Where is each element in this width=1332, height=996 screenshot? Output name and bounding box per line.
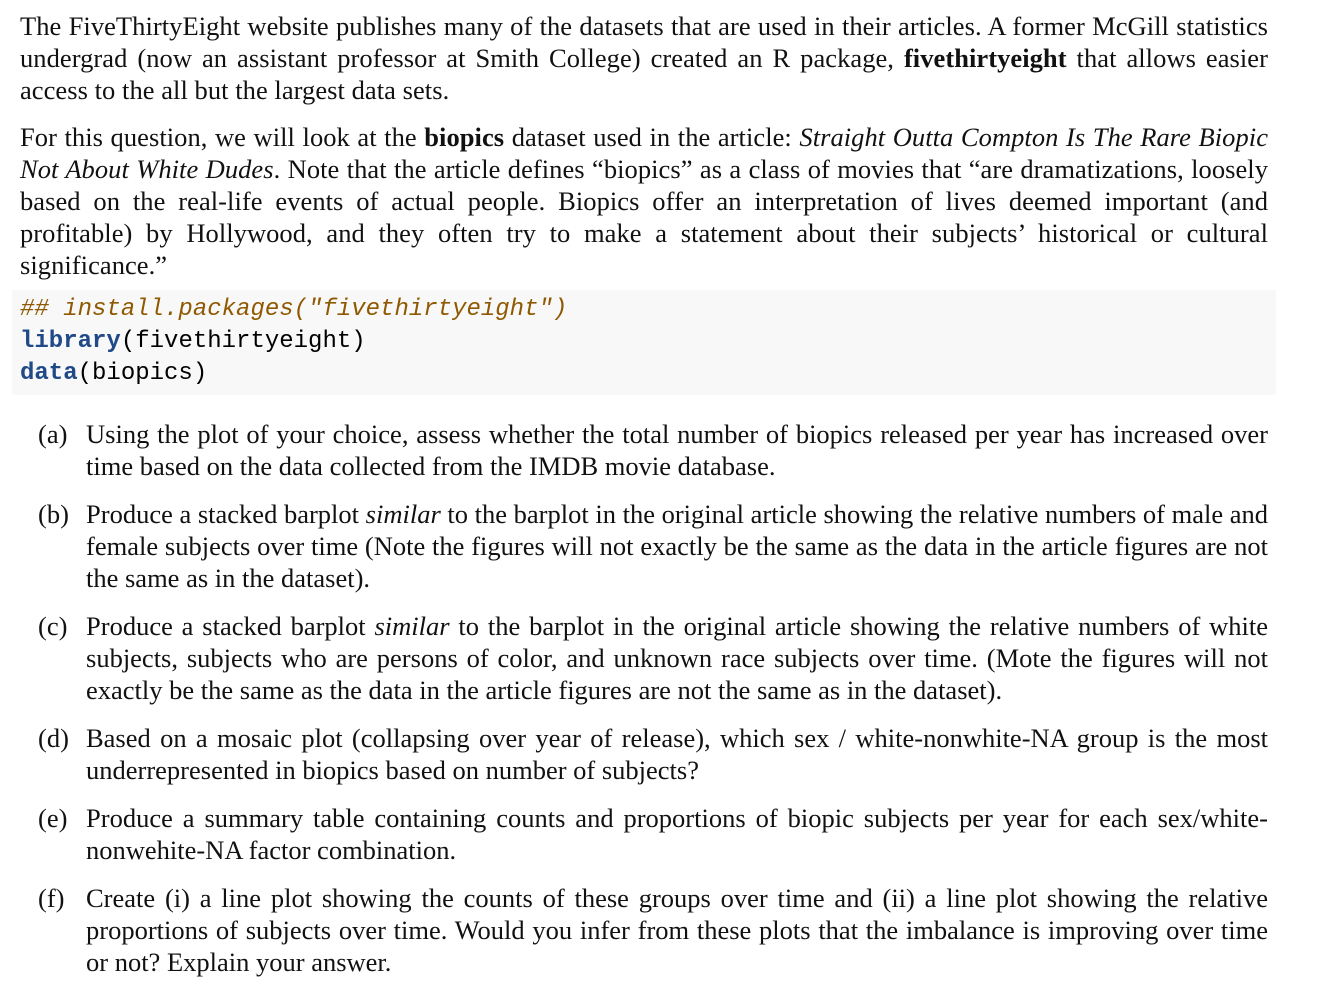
code-line-data <box>20 358 1276 390</box>
r-code-block <box>12 290 1276 395</box>
question-text-c-end: to the barplot in the original article showing the relative numbers of white subjects, subjects who are persons of color, and unknown race subjects over time. (Mote the figures will not exactly be the same as the data in the article figures are not the same as in the dataset). <box>86 611 1268 705</box>
question-marker-a: (a) <box>38 419 68 449</box>
code-comment: ## install.packages("fivethirtyeight") <box>20 296 568 323</box>
question-item-f <box>20 882 1268 978</box>
question-text-b-end: to the barplot in the original article showing the relative numbers of male and female subjects over time (Note the figures will not exactly be the same as the data in the article figures are not the same as in the dataset). <box>86 499 1268 593</box>
question-item-e <box>20 802 1268 866</box>
question-text-e: Produce a summary table containing counts and proportions of biopic subjects per year for each sex/white-nonwehite-NA factor combination. <box>86 803 1268 865</box>
code-function-library: library <box>20 328 121 355</box>
dataset-name-biopics: biopics <box>424 122 505 152</box>
question-marker-b: (b) <box>38 499 69 529</box>
question-marker-f: (f) <box>38 883 65 913</box>
code-line-library <box>20 326 1276 358</box>
intro-p2-text-start: For this question, we will look at the <box>20 122 425 152</box>
question-text-c-start: Produce a stacked barplot <box>86 611 375 641</box>
intro-p2-text-end: . Note that the article defines “biopics” as a class of movies that “are dramatizations, loosely based on the real-life events of actual people. Biopics offer an interpretation of lives deemed important (and profitable) by Hollywood, and they often try to make a statement about their subjects’ historical or cultural significance.” <box>20 154 1269 280</box>
document-body <box>20 10 1268 281</box>
intro-paragraph-1 <box>20 10 1268 106</box>
intro-p1-text-end: that allows easier access to the all but the largest data sets. <box>20 43 1268 105</box>
question-marker-e: (e) <box>38 803 68 833</box>
question-item-a <box>20 418 1268 482</box>
question-emphasis-c: similar <box>374 611 450 641</box>
question-text-f: Create (i) a line plot showing the counts of these groups over time and (ii) a line plot showing the relative proportions of subjects over time. Would you infer from these plots that the imbalance is improving over time or not? Explain your answer. <box>86 883 1268 977</box>
question-text-a: Using the plot of your choice, assess whether the total number of biopics released per year has increased over time based on the data collected from the IMDB movie database. <box>86 419 1268 481</box>
article-title: Straight Outta Compton Is The Rare Biopic Not About White Dudes <box>20 122 1269 184</box>
intro-paragraph-2 <box>20 121 1268 281</box>
question-marker-c: (c) <box>38 611 68 641</box>
code-args-library: (fivethirtyeight) <box>120 328 366 355</box>
question-marker-d: (d) <box>38 723 69 753</box>
intro-p2-text-mid: dataset used in the article: <box>504 122 800 152</box>
question-text-d: Based on a mosaic plot (collapsing over year of release), which sex / white-nonwhite-NA group is the most underrepresented in biopics based on number of subjects? <box>86 723 1268 785</box>
code-function-data: data <box>20 360 78 387</box>
question-item-d <box>20 722 1268 786</box>
package-name-fivethirtyeight: fivethirtyeight <box>903 43 1067 73</box>
question-list <box>20 418 1268 978</box>
question-emphasis-b: similar <box>365 499 441 529</box>
code-line-install-comment <box>20 294 1276 326</box>
question-item-b <box>20 498 1268 594</box>
intro-p1-text-start: The FiveThirtyEight website publishes many of the datasets that are used in their articles. A former McGill statistics undergrad (now an assistant professor at Smith College) created an R package, <box>20 11 1268 73</box>
code-args-data: (biopics) <box>77 360 208 387</box>
question-item-c <box>20 610 1268 706</box>
question-text-b-start: Produce a stacked barplot <box>86 499 366 529</box>
